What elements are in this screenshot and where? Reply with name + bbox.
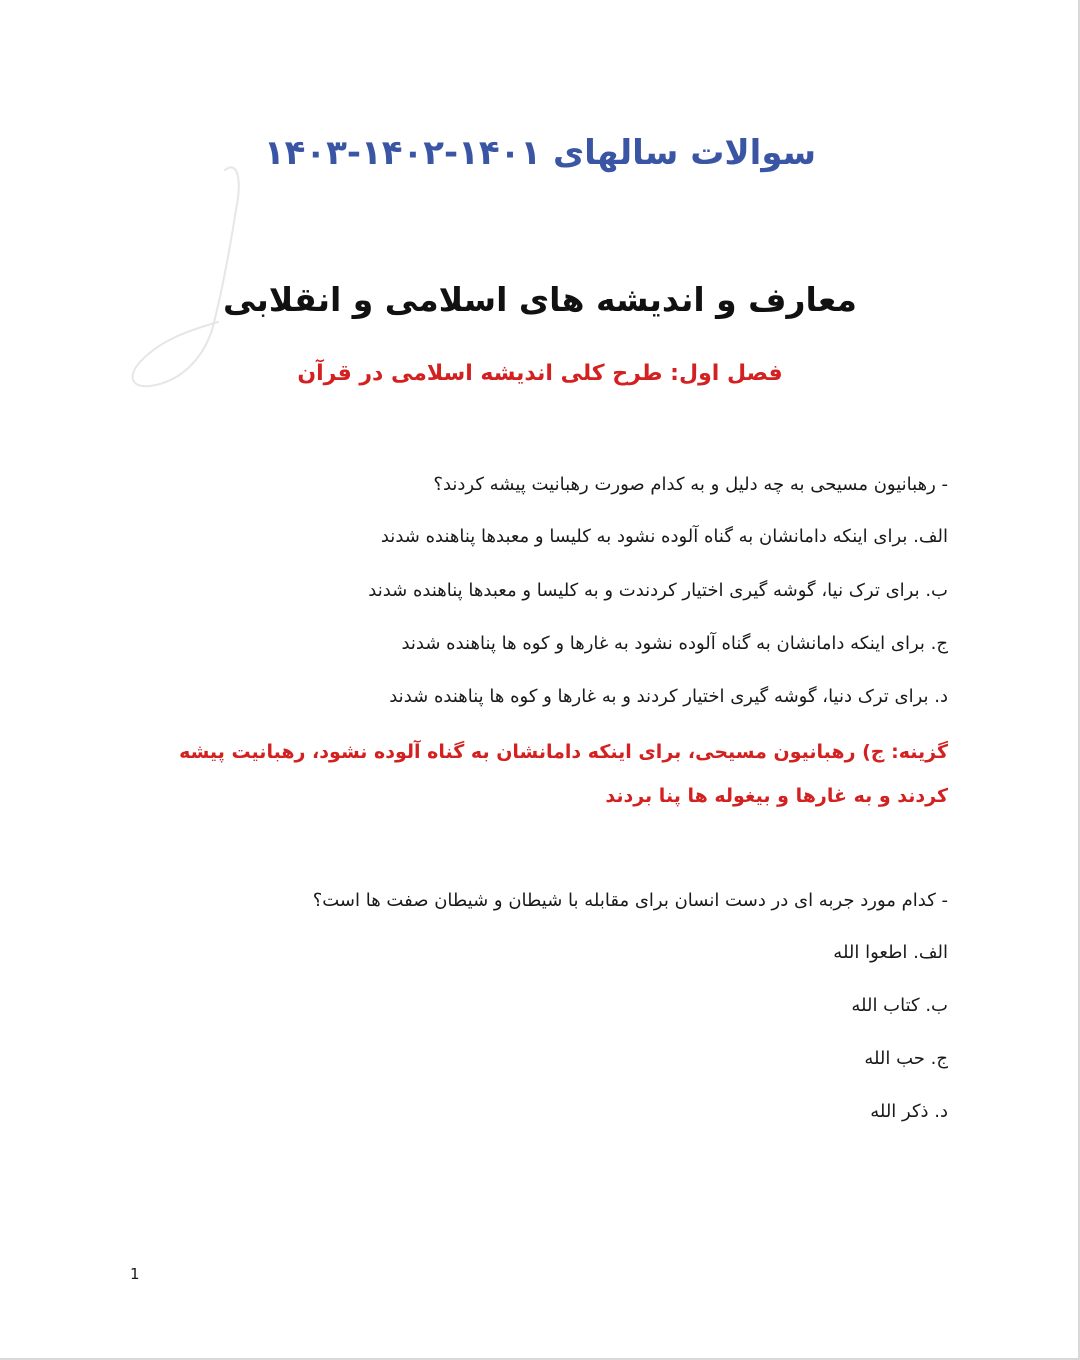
question-2-option-b: ب. کتاب الله bbox=[851, 995, 948, 1016]
question-2-text: - کدام مورد جربه ای در دست انسان برای مقابله با شیطان و شیطان صفت ها است؟ bbox=[312, 890, 948, 911]
document-title: معارف و اندیشه های اسلامی و انقلابی bbox=[223, 280, 857, 319]
question-1-answer: گزینه: ج) رهبانیون مسیحی، برای اینکه دامانشان به گناه آلوده نشود، رهبانیت پیشه کردند و به غارها و بیغوله ها پنا بردند bbox=[179, 741, 948, 807]
question-1-option-b: ب. برای ترک نیا، گوشه گیری اختیار کردندت و به کلیسا و معبدها پناهنده شدند bbox=[368, 580, 948, 601]
page-number: 1 bbox=[130, 1265, 140, 1283]
years-title: سوالات سالهای ۱۴۰۱-۱۴۰۲-۱۴۰۳ bbox=[263, 133, 817, 173]
question-1-option-d: د. برای ترک دنیا، گوشه گیری اختیار کردند و به غارها و کوه ها پناهنده شدند bbox=[389, 686, 948, 707]
question-2-option-d: د. ذکر الله bbox=[870, 1101, 948, 1122]
question-1-option-c: ج. برای اینکه دامانشان به گناه آلوده نشود به غارها و کوه ها پناهنده شدند bbox=[401, 633, 948, 654]
question-1-option-a: الف. برای اینکه دامانشان به گناه آلوده نشود به کلیسا و معبدها پناهنده شدند bbox=[380, 526, 948, 547]
chapter-title: فصل اول: طرح کلی اندیشه اسلامی در قرآن bbox=[297, 361, 783, 386]
question-2-option-c: ج. حب الله bbox=[864, 1048, 948, 1069]
question-1-text: - رهبانیون مسیحی به چه دلیل و به کدام صورت رهبانیت پیشه کردند؟ bbox=[433, 474, 948, 495]
question-2-option-a: الف. اطعوا الله bbox=[833, 942, 948, 963]
